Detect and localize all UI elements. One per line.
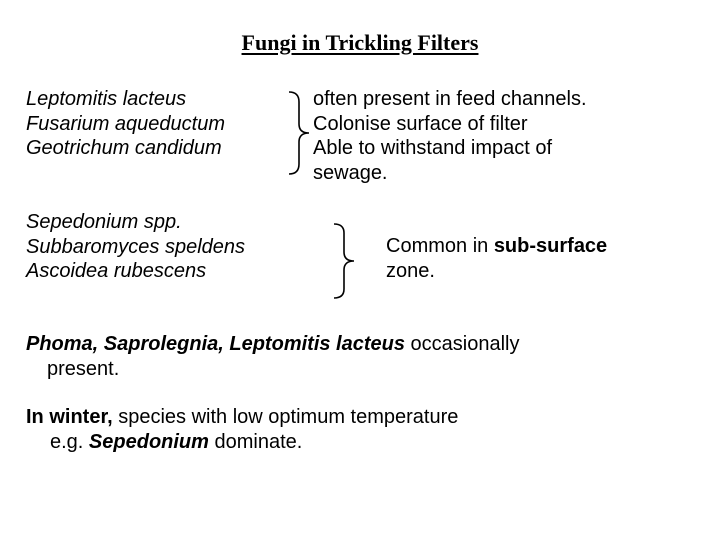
species-emphasis: Sepedonium: [88, 430, 209, 453]
note-emphasis: sub-surface: [493, 235, 608, 257]
notes-list-1: [313, 87, 587, 185]
slide-title: Fungi in Trickling Filters: [241, 30, 479, 55]
note-line: zone.: [386, 259, 435, 282]
species-emphasis: Phoma, Saprolegnia, Leptomitis lacteus: [26, 333, 405, 355]
species-item: Subbaromyces speldens: [26, 235, 246, 258]
notes-list-2: [386, 234, 607, 283]
species-item: Fusarium aqueductum: [26, 112, 225, 135]
species-item: Ascoidea rubescens: [26, 260, 207, 282]
species-item: Geotrichum candidum: [26, 137, 222, 159]
note-line: often present in feed channels.: [313, 88, 587, 110]
paragraph-text: occasionally: [404, 333, 520, 355]
note-line: [386, 234, 607, 259]
note-line: Able to withstand impact of: [313, 137, 553, 159]
curly-brace-icon: [331, 222, 357, 300]
curly-brace-icon: [286, 90, 312, 176]
note-text: Common in: [386, 235, 494, 257]
paragraph-occasional: [26, 332, 686, 381]
paragraph-text: present.: [47, 357, 120, 380]
paragraph-emphasis: In winter,: [26, 406, 113, 428]
note-line: sewage.: [313, 161, 388, 184]
paragraph-winter: [26, 405, 686, 454]
paragraph-text: dominate.: [208, 430, 303, 453]
species-list-1: [26, 87, 225, 161]
paragraph-text: e.g.: [50, 430, 89, 453]
note-line: Colonise surface of filter: [313, 112, 528, 135]
species-item: Leptomitis lacteus: [26, 88, 187, 110]
paragraph-text: species with low optimum temperature: [112, 406, 459, 428]
species-item: Sepedonium spp.: [26, 211, 182, 233]
species-list-2: [26, 210, 245, 284]
